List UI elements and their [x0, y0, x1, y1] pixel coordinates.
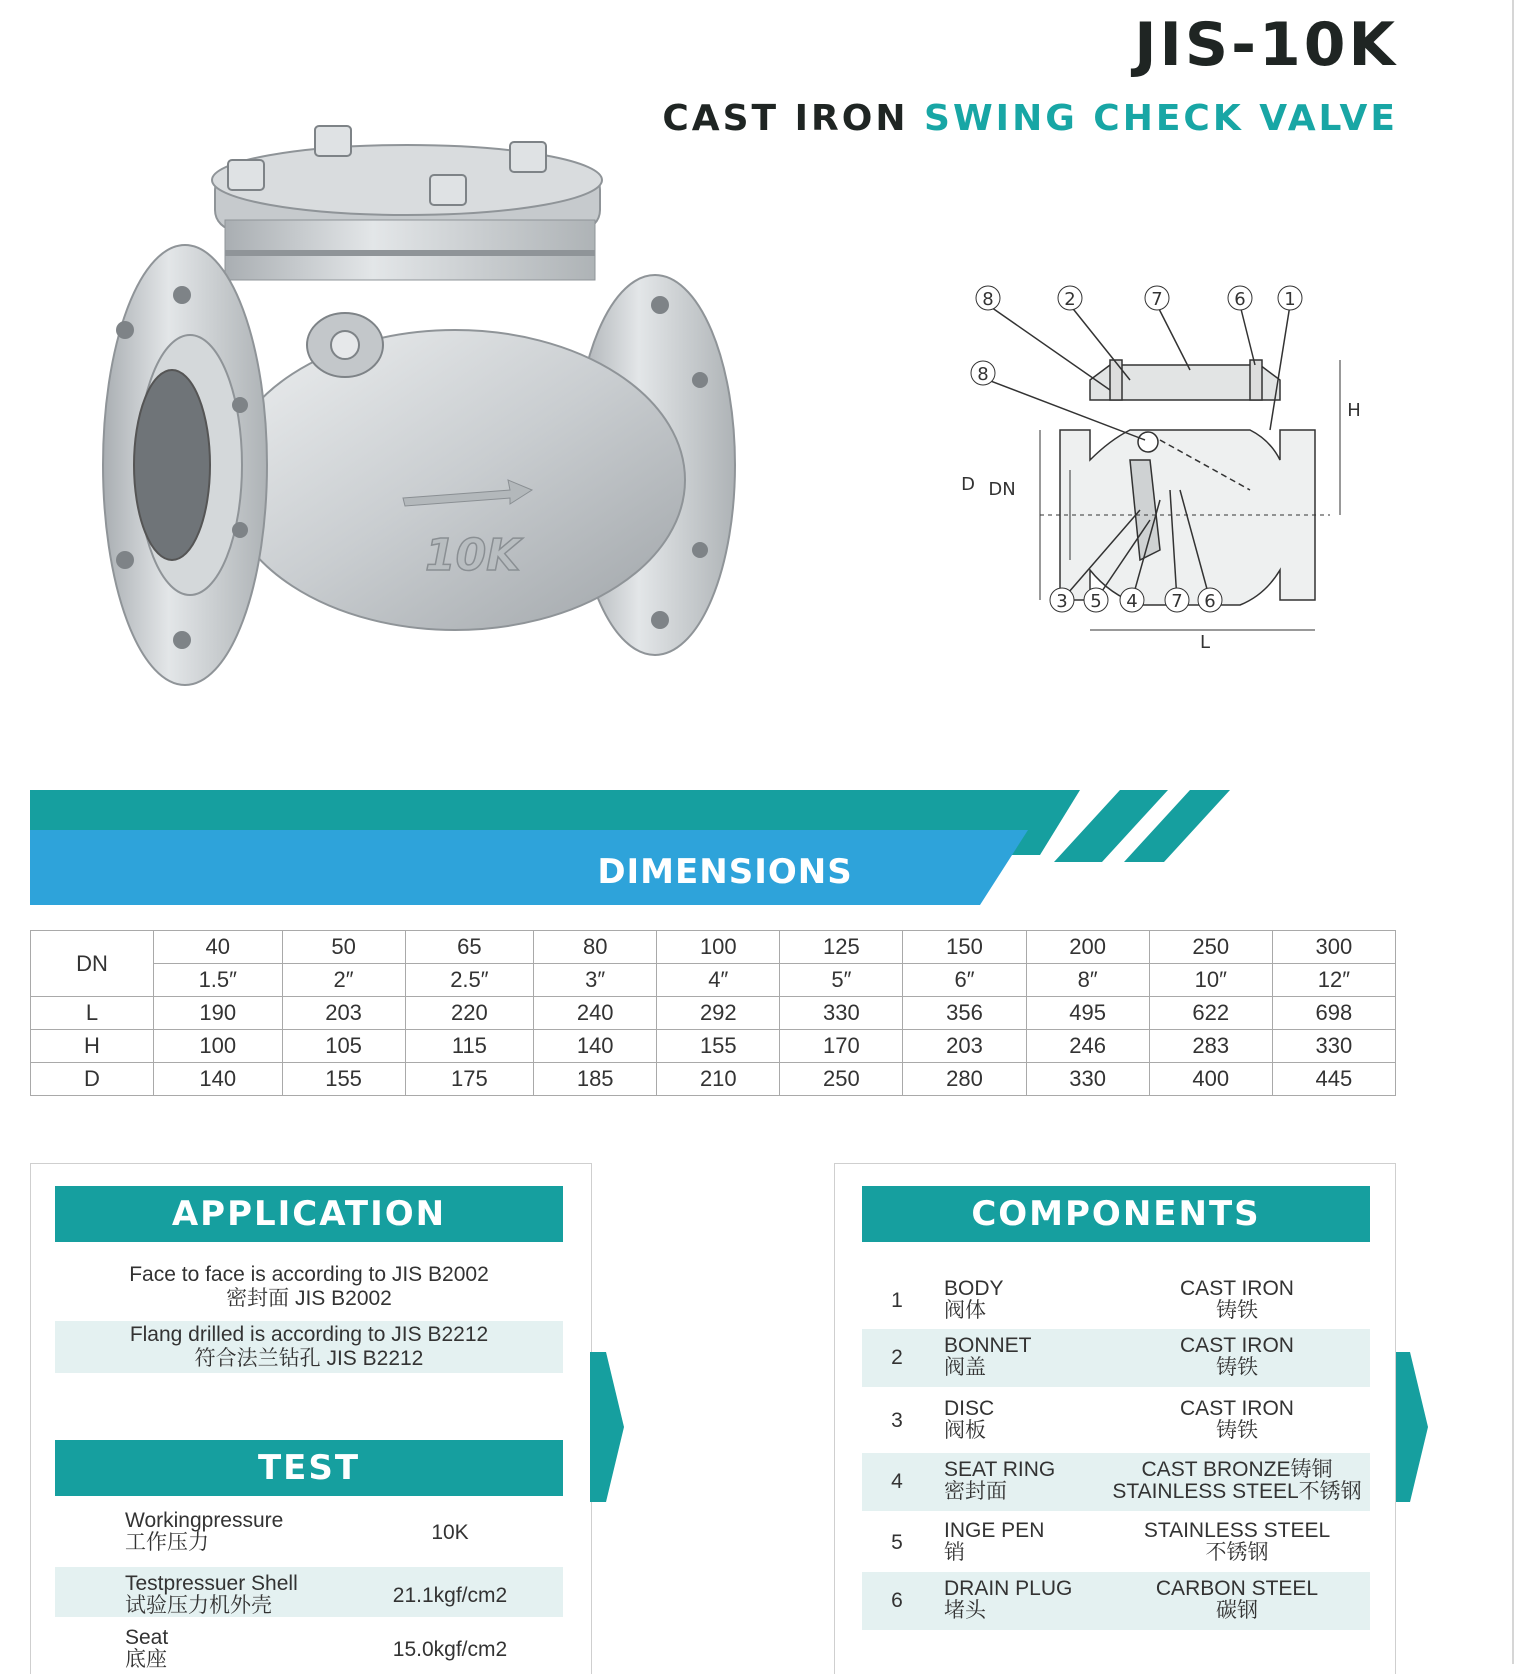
test-value: 10K	[431, 1521, 469, 1544]
component-material	[1092, 1520, 1382, 1564]
component-part-zh: 销	[944, 1541, 965, 1564]
table-cell: 622	[1149, 997, 1272, 1030]
component-number: 1	[891, 1289, 903, 1312]
table-cell: 698	[1272, 997, 1395, 1030]
table-cell: 292	[657, 997, 780, 1030]
test-label-zh: 底座	[125, 1648, 167, 1671]
component-part-zh: 阀体	[944, 1299, 986, 1322]
callout-top-1: 2	[1064, 289, 1076, 310]
callout-bottom-4: 6	[1204, 591, 1216, 612]
components-header: COMPONENTS	[862, 1186, 1370, 1242]
component-part-en: DRAIN PLUG	[944, 1577, 1073, 1600]
table-cell: 6″	[903, 964, 1026, 997]
table-cell: 250	[780, 1063, 903, 1096]
table-row	[31, 931, 1396, 964]
row-label-dn: DN	[31, 931, 154, 997]
table-cell: 400	[1149, 1063, 1272, 1096]
table-cell: 150	[903, 931, 1026, 964]
valve-product-image	[100, 120, 780, 740]
callout-left: 8	[977, 364, 989, 385]
dim-label-h: H	[1347, 400, 1361, 421]
table-cell: 203	[903, 1030, 1026, 1063]
dim-label-d: D	[961, 474, 975, 495]
components-panel	[834, 1163, 1396, 1674]
page-edge-rule	[1512, 0, 1514, 1664]
component-material-line: 不锈钢	[1205, 1541, 1269, 1564]
table-cell: 240	[534, 997, 657, 1030]
component-material	[1092, 1398, 1382, 1442]
table-cell: 203	[282, 997, 405, 1030]
component-number: 2	[891, 1346, 903, 1369]
table-row	[31, 1063, 1396, 1096]
component-part	[944, 1278, 1004, 1322]
table-cell: 445	[1272, 1063, 1395, 1096]
component-material-line: CARBON STEEL	[1155, 1577, 1319, 1600]
table-cell: 10″	[1149, 964, 1272, 997]
callout-bottom-3: 7	[1171, 591, 1183, 612]
table-cell: 330	[1026, 1063, 1149, 1096]
dim-label-l: L	[1199, 632, 1211, 653]
callout-bottom-1: 5	[1090, 591, 1102, 612]
component-part	[944, 1578, 1072, 1622]
component-row	[862, 1453, 1370, 1511]
component-row	[862, 1514, 1370, 1570]
table-cell: 155	[282, 1063, 405, 1096]
table-cell: 65	[405, 931, 534, 964]
component-material	[1092, 1578, 1382, 1622]
application-item-zh: 密封面 JIS B2002	[226, 1287, 392, 1310]
component-number: 4	[891, 1470, 903, 1493]
test-label-zh: 工作压力	[125, 1531, 209, 1554]
test-header: TEST	[55, 1440, 563, 1496]
dimensions-title: DIMENSIONS	[597, 852, 853, 892]
row-label-l: L	[31, 997, 154, 1030]
table-cell: 5″	[780, 964, 903, 997]
component-part-zh: 阀板	[944, 1419, 986, 1442]
component-part-zh: 堵头	[944, 1599, 986, 1622]
test-value: 15.0kgf/cm2	[392, 1638, 508, 1661]
test-row	[55, 1567, 563, 1617]
table-cell: 330	[780, 997, 903, 1030]
subtitle-material: CAST IRON	[662, 98, 909, 139]
component-material-line: 碳钢	[1216, 1599, 1258, 1622]
component-part-zh: 密封面	[944, 1480, 1007, 1503]
row-label-h: H	[31, 1030, 154, 1063]
component-part-en: DISC	[944, 1397, 995, 1420]
table-cell: 100	[657, 931, 780, 964]
test-row	[55, 1504, 563, 1560]
application-item-en: Flang drilled is according to JIS B2212	[129, 1323, 489, 1346]
component-material	[1092, 1278, 1382, 1322]
component-part	[944, 1459, 1055, 1503]
table-cell: 155	[657, 1030, 780, 1063]
model-title: JIS-10K	[1134, 10, 1398, 80]
table-cell: 210	[657, 1063, 780, 1096]
table-cell: 4″	[657, 964, 780, 997]
component-row	[862, 1392, 1370, 1450]
row-label-d: D	[31, 1063, 154, 1096]
table-cell: 140	[534, 1030, 657, 1063]
application-item	[55, 1321, 563, 1373]
dimensions-table	[30, 930, 1396, 1096]
application-item	[55, 1261, 563, 1317]
callout-bottom-0: 3	[1056, 591, 1068, 612]
table-cell: 140	[154, 1063, 283, 1096]
component-material-line: STAINLESS STEEL不锈钢	[1112, 1480, 1362, 1503]
component-material-line: CAST IRON	[1180, 1277, 1294, 1300]
application-item-zh: 符合法兰钻孔 JIS B2212	[194, 1347, 424, 1370]
component-part-en: INGE PEN	[944, 1519, 1045, 1542]
table-cell: 220	[405, 997, 534, 1030]
component-material-line: CAST IRON	[1180, 1334, 1294, 1357]
test-value: 21.1kgf/cm2	[392, 1584, 508, 1607]
callout-top-4: 1	[1284, 289, 1296, 310]
table-cell: 3″	[534, 964, 657, 997]
subtitle-type: SWING CHECK VALVE	[924, 98, 1398, 139]
component-row	[862, 1274, 1370, 1326]
component-number: 6	[891, 1589, 903, 1612]
component-part-en: BODY	[944, 1277, 1004, 1300]
application-item-en: Face to face is according to JIS B2002	[129, 1263, 489, 1286]
component-part-zh: 阀盖	[944, 1356, 986, 1379]
callout-top-3: 6	[1234, 289, 1246, 310]
table-cell: 356	[903, 997, 1026, 1030]
callout-top-2: 7	[1151, 289, 1163, 310]
test-label	[125, 1510, 283, 1554]
callout-bottom-2: 4	[1126, 591, 1138, 612]
component-material-line: 铸铁	[1216, 1419, 1258, 1442]
table-cell: 170	[780, 1030, 903, 1063]
test-label	[125, 1573, 298, 1617]
chevron-right-icon	[590, 1352, 624, 1502]
table-cell: 495	[1026, 997, 1149, 1030]
component-part-en: BONNET	[944, 1334, 1032, 1357]
test-label-zh: 试验压力机外壳	[125, 1594, 272, 1617]
component-part	[944, 1335, 1032, 1379]
table-cell: 125	[780, 931, 903, 964]
table-cell: 40	[154, 931, 283, 964]
callout-top-0: 8	[982, 289, 994, 310]
table-cell: 283	[1149, 1030, 1272, 1063]
component-material	[1092, 1335, 1382, 1379]
valve-section-diagram	[961, 289, 1390, 690]
test-label-en: Workingpressure	[125, 1509, 284, 1532]
table-cell: 80	[534, 931, 657, 964]
table-cell: 8″	[1026, 964, 1149, 997]
table-row	[31, 1030, 1396, 1063]
dimensions-banner	[30, 790, 1310, 910]
table-cell: 330	[1272, 1030, 1395, 1063]
table-cell: 190	[154, 997, 283, 1030]
table-cell: 300	[1272, 931, 1395, 964]
component-material-line: STAINLESS STEEL	[1143, 1519, 1331, 1542]
component-part	[944, 1520, 1044, 1564]
table-cell: 115	[405, 1030, 534, 1063]
application-header: APPLICATION	[55, 1186, 563, 1242]
component-material-line: CAST IRON	[1180, 1397, 1294, 1420]
table-cell: 280	[903, 1063, 1026, 1096]
component-part-en: SEAT RING	[944, 1458, 1056, 1481]
component-material-line: 铸铁	[1216, 1356, 1258, 1379]
component-number: 3	[891, 1409, 903, 1432]
table-cell: 250	[1149, 931, 1272, 964]
table-cell: 246	[1026, 1030, 1149, 1063]
table-cell: 175	[405, 1063, 534, 1096]
component-row	[862, 1329, 1370, 1387]
dim-label-dn: DN	[988, 479, 1016, 500]
test-row	[55, 1621, 563, 1671]
table-cell: 200	[1026, 931, 1149, 964]
table-cell: 1.5″	[154, 964, 283, 997]
component-number: 5	[891, 1531, 903, 1554]
application-test-panel	[30, 1163, 592, 1674]
table-cell: 50	[282, 931, 405, 964]
chevron-right-icon	[1394, 1352, 1428, 1502]
table-cell: 185	[534, 1063, 657, 1096]
component-material-line: 铸铁	[1216, 1299, 1258, 1322]
table-row	[31, 964, 1396, 997]
test-label-en: Seat	[125, 1626, 169, 1649]
table-cell: 2″	[282, 964, 405, 997]
component-material-line: CAST BRONZE铸铜	[1141, 1458, 1333, 1481]
test-label-en: Testpressuer Shell	[125, 1572, 298, 1595]
table-row	[31, 997, 1396, 1030]
table-cell: 2.5″	[405, 964, 534, 997]
test-label	[125, 1627, 168, 1671]
component-row	[862, 1572, 1370, 1630]
body-marking: 10K	[425, 530, 521, 581]
table-cell: 100	[154, 1030, 283, 1063]
table-cell: 12″	[1272, 964, 1395, 997]
component-material	[1092, 1459, 1382, 1503]
component-part	[944, 1398, 994, 1442]
table-cell: 105	[282, 1030, 405, 1063]
